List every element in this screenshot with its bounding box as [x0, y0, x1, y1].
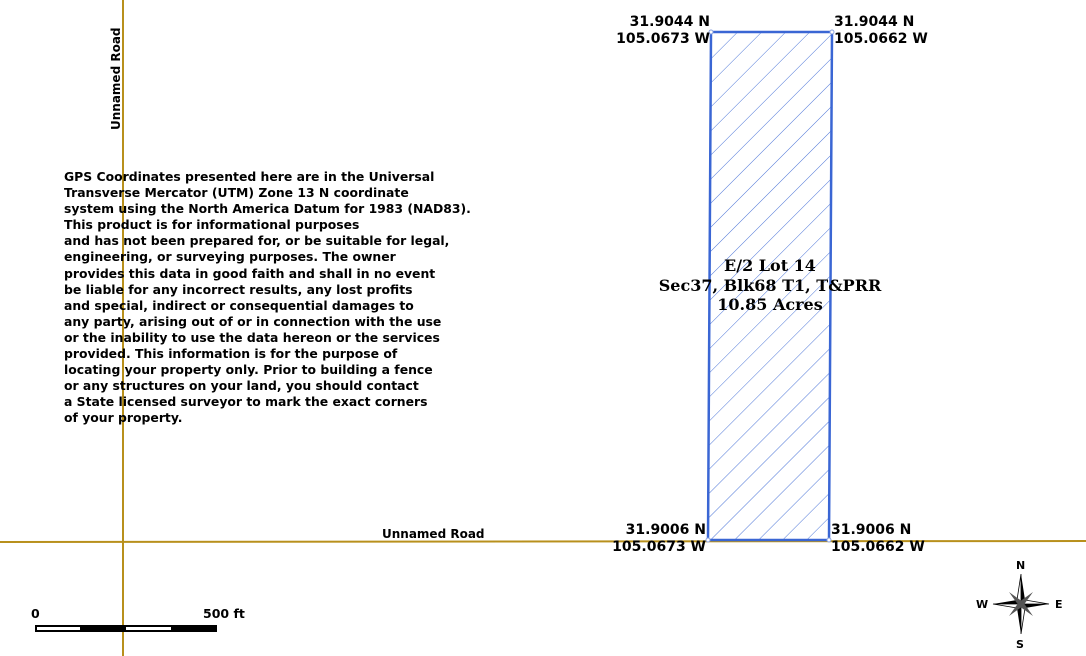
compass-west-label: W — [976, 598, 989, 611]
parcel-label — [640, 256, 900, 315]
compass-south-label: S — [1016, 638, 1024, 651]
scale-bar-start-label: 0 — [31, 606, 40, 621]
compass-north-label: N — [1016, 559, 1026, 572]
corner-coord-top-right: 31.9044 N 105.0662 W — [834, 14, 928, 47]
corner-coord-bottom-right: 31.9006 N 105.0662 W — [831, 522, 925, 555]
parcel-lot: E/2 Lot 14 — [724, 256, 816, 275]
scale-bar — [35, 625, 217, 632]
corner-coord-bottom-left: 31.9006 N 105.0673 W — [612, 522, 706, 555]
compass-east-label: E — [1055, 598, 1063, 611]
disclaimer-text: GPS Coordinates presented here are in the Universal Transverse Mercator (UTM) Zone 13 N coordinate system using the North America Datum for 1983 (NAD83). This product is for informational purposes and has not been prepared for, or be suitable for legal, engineering, or surveying purposes. The owner provides this data in good faith and shall in no event be liable for any incorrect results, any lost profits and special, indirect or consequential damages to any party, arising out of or in connection with the use or the inability to use the data hereon or the services provided. This information is for the purpose of locating your property only. Prior to building a fence or any structures on your land, you should contact a State licensed surveyor to mark the exact corners of your property. — [64, 169, 471, 426]
road-label-vertical: Unnamed Road — [109, 27, 123, 130]
scale-bar-end-label: 500 ft — [203, 606, 245, 621]
compass-rose-icon — [993, 574, 1049, 634]
corner-marker-bottom-left — [706, 538, 710, 542]
road-label-horizontal: Unnamed Road — [382, 527, 485, 541]
corner-coord-top-left: 31.9044 N 105.0673 W — [616, 14, 710, 47]
parcel-acreage: 10.85 Acres — [717, 295, 823, 314]
parcel-section: Sec37, Blk68 T1, T&PRR — [658, 275, 882, 295]
